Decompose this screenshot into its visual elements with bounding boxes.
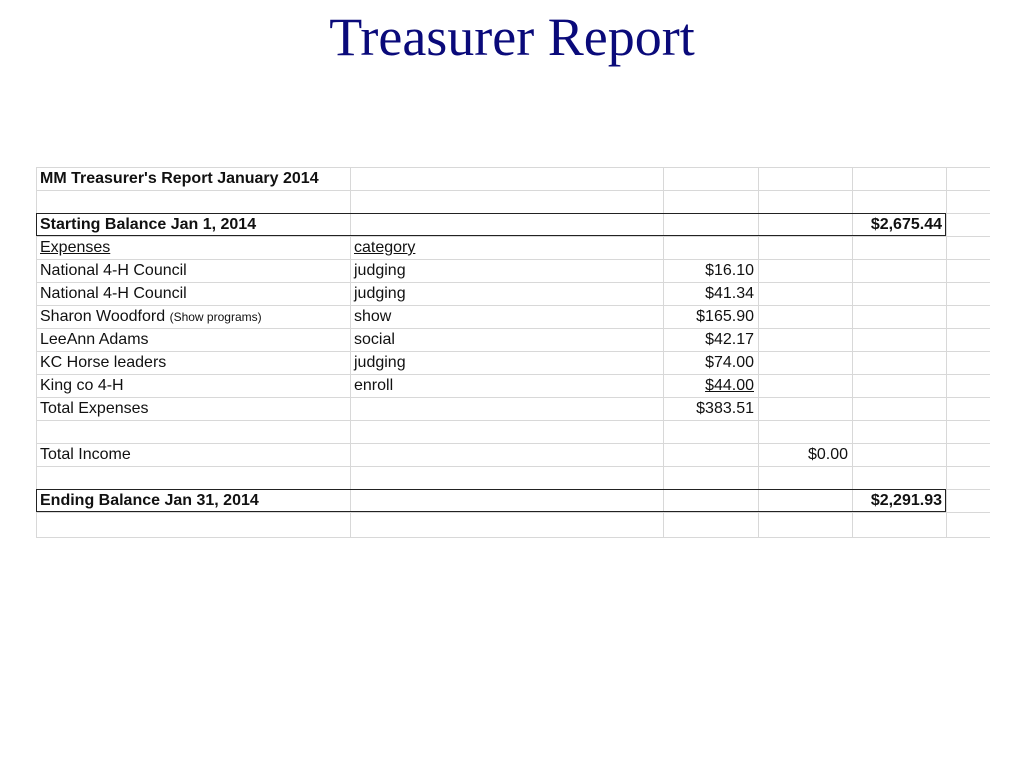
expense-name: LeeAnn Adams bbox=[40, 331, 149, 348]
total-expenses-value: $383.51 bbox=[696, 400, 754, 417]
expense-category: judging bbox=[354, 262, 406, 279]
expenses-header: Expenses bbox=[40, 239, 111, 256]
empty-row bbox=[36, 466, 990, 489]
expense-amount: $165.90 bbox=[696, 308, 754, 325]
expense-category: judging bbox=[354, 285, 406, 302]
total-income-label: Total Income bbox=[40, 446, 131, 463]
empty-row bbox=[36, 512, 990, 535]
expense-amount: $42.17 bbox=[705, 331, 754, 348]
expense-row bbox=[36, 259, 990, 282]
expense-category: judging bbox=[354, 354, 406, 371]
expense-category: enroll bbox=[354, 377, 394, 394]
grid-line bbox=[36, 537, 990, 538]
empty-row bbox=[36, 420, 990, 443]
category-header: category bbox=[354, 239, 416, 256]
report-heading: MM Treasurer's Report January 2014 bbox=[40, 170, 319, 187]
expense-amount: $74.00 bbox=[705, 354, 754, 371]
expense-row bbox=[36, 351, 990, 374]
slide-title: Treasurer Report bbox=[329, 7, 695, 67]
expense-row bbox=[36, 374, 990, 397]
total-expenses-label: Total Expenses bbox=[40, 400, 149, 417]
ending-balance-label: Ending Balance Jan 31, 2014 bbox=[40, 492, 259, 509]
column-header-row bbox=[36, 236, 990, 259]
total-income-row bbox=[36, 443, 990, 466]
expense-name: KC Horse leaders bbox=[40, 354, 167, 371]
header-row bbox=[36, 167, 990, 190]
expense-amount: $41.34 bbox=[705, 285, 754, 302]
expense-row bbox=[36, 305, 990, 328]
expense-name: National 4-H Council bbox=[40, 262, 187, 279]
starting-balance-value: $2,675.44 bbox=[870, 216, 942, 233]
expense-category: social bbox=[354, 331, 395, 348]
starting-balance-label: Starting Balance Jan 1, 2014 bbox=[40, 216, 257, 233]
expense-amount: $16.10 bbox=[705, 262, 754, 279]
expense-category: show bbox=[354, 308, 392, 325]
expense-name-with-note bbox=[40, 306, 262, 328]
empty-row bbox=[36, 190, 990, 213]
starting-balance-border bbox=[36, 213, 946, 236]
total-expenses-row bbox=[36, 397, 990, 420]
expense-amount: $44.00 bbox=[705, 377, 754, 394]
expense-row bbox=[36, 282, 990, 305]
expense-row bbox=[36, 328, 990, 351]
expense-note: (Show programs) bbox=[169, 310, 262, 324]
treasurer-spreadsheet bbox=[36, 167, 990, 538]
total-income-value: $0.00 bbox=[807, 446, 848, 463]
expense-name: King co 4-H bbox=[40, 377, 124, 394]
ending-balance-value: $2,291.93 bbox=[870, 492, 942, 509]
expense-name: Sharon Woodford bbox=[40, 308, 166, 325]
ending-balance-border bbox=[36, 489, 946, 512]
expense-name: National 4-H Council bbox=[40, 285, 187, 302]
